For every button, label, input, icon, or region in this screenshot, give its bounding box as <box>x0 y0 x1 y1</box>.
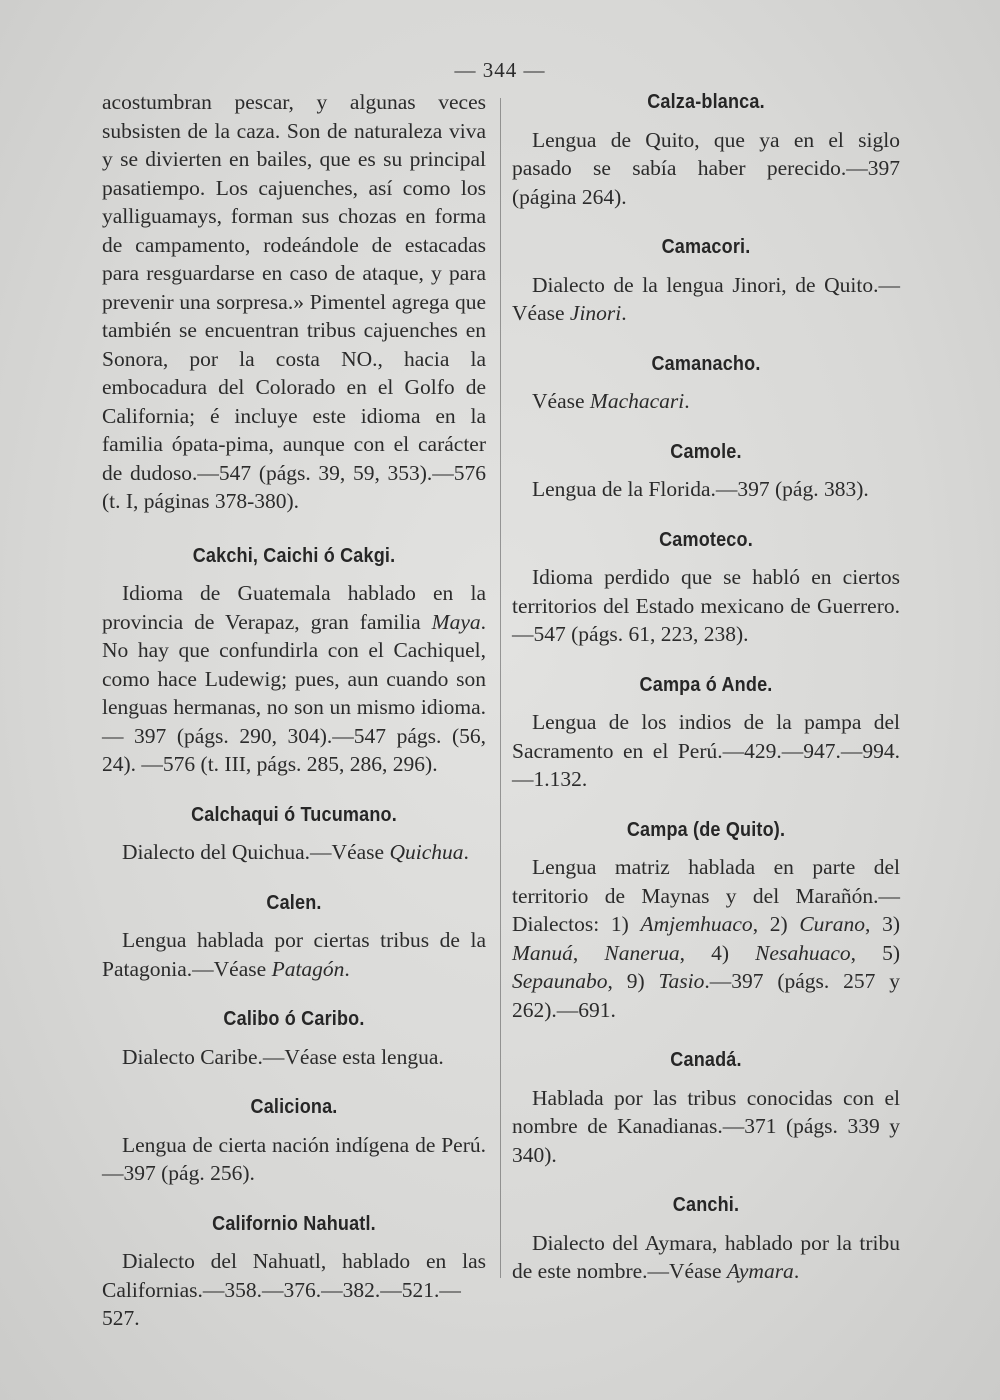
entry-reference: Jinori <box>569 301 622 325</box>
left-column <box>102 88 486 1333</box>
dialect-name: Sepaunabo <box>512 969 608 993</box>
dictionary-entry <box>512 1191 900 1286</box>
page-number: — 344 — <box>454 58 546 82</box>
entry-heading: Camole. <box>670 439 742 463</box>
entry-text: Lengua de cierta nación indígena de Perú.—397 (pág. 256). <box>102 1132 486 1185</box>
entry-text: Dialecto del Nahuatl, hablado en las Californias.—358.—376.—382.—521.—527. <box>102 1249 486 1330</box>
entry-reference: Quichua <box>389 840 464 864</box>
entry-text: Hablada por las tribus conocidas con el nombre de Kanadianas.—371 (págs. 339 y 340). <box>512 1085 900 1167</box>
entry-heading: Caliciona. <box>250 1095 338 1118</box>
continuation-paragraph: acostumbran pescar, y algunas veces subsisten de la caza. Son de naturaleza viva y se divierten en bailes, que es su principal pasatiempo. Los cajuenches, así como los yalliguamays, forman sus chozas en forma de campamento, rodeándole de estacadas para resguardarse en caso de ataque, y para prevenir una sorpresa.» Pimentel agrega que también se encuentran tribus cajuenches en Sonora, por la costa NO., hacia la embocadura del Colorado en el Golfo de California; é incluye este idioma en la familia ópata-pima, aunque con el carácter de dudoso.—547 (págs. 39, 59, 353).—576 (t. I, páginas 378-380). <box>102 90 486 513</box>
dictionary-entry <box>102 1005 486 1071</box>
dialect-name: Manuá <box>512 940 573 965</box>
entry-text: Dialecto del Aymara, hablado por la tribu de este nombre.—Véase Aymara. <box>512 1230 900 1283</box>
column-divider <box>500 98 501 1278</box>
entry-heading: Canchi. <box>672 1193 740 1216</box>
entry-text: Lengua matriz hablada en parte del territorio de Maynas y del Marañón.—Dialectos: 1) Amjemhuaco, 2) Curano, 3) Manuá, Nanerua, 4) Nesahuaco, 5) Sepaunabo, 9) Tasio.—397 (págs. 257 y 262).—691. <box>512 855 900 1022</box>
entry-heading: Camanacho. <box>651 351 761 375</box>
entry-reference: Maya <box>431 609 481 634</box>
entry-heading: Calchaqui ó Tucumano. <box>191 802 397 826</box>
entry-text: Lengua de la Florida.—397 (pág. 383). <box>532 477 869 501</box>
dictionary-entry <box>102 1210 486 1333</box>
dictionary-entry <box>512 816 900 1025</box>
entry-text: Dialecto del Quichua.—Véase Quichua. <box>122 840 469 864</box>
dictionary-entry <box>102 889 486 984</box>
entry-heading: Calen. <box>266 890 322 914</box>
dictionary-entry <box>512 350 900 416</box>
entry-text: Idioma perdido que se habló en ciertos territorios del Estado mexicano de Guerrero.—547 (págs. 61, 223, 238). <box>512 565 900 646</box>
entry-text: Lengua de Quito, que ya en el siglo pasado se sabía haber perecido.—397 (página 264). <box>512 127 900 209</box>
entry-heading: Cakchi, Caichi ó Cakgi. <box>192 543 396 567</box>
entry-heading: Californio Nahuatl. <box>212 1211 376 1235</box>
dictionary-entry <box>102 801 486 867</box>
dictionary-entry <box>512 671 900 794</box>
dictionary-entry <box>512 88 900 211</box>
entry-reference: Machacari <box>589 389 685 413</box>
entry-text: Dialecto de la lengua Jinori, de Quito.— Véase Jinori. <box>512 272 900 325</box>
entry-text: Dialecto Caribe.—Véase esta lengua. <box>122 1044 444 1069</box>
dictionary-entry <box>102 542 486 779</box>
entry-text: Lengua hablada por ciertas tribus de la Patagonia.—Véase Patagón. <box>102 928 486 981</box>
dialect-name: Amjemhuaco <box>640 912 753 936</box>
dictionary-entry <box>102 1093 486 1188</box>
dictionary-entry <box>512 1046 900 1169</box>
entry-heading: Calibo ó Caribo. <box>223 1007 365 1030</box>
dictionary-entry <box>512 526 900 649</box>
dialect-name: Nesahuaco <box>755 940 851 965</box>
entry-reference: Aymara <box>726 1259 794 1283</box>
entry-heading: Campa (de Quito). <box>626 817 786 841</box>
entry-text: Véase Machacari. <box>532 389 690 413</box>
dialect-name: Tasio <box>658 969 705 993</box>
entry-text: Lengua de los indios de la pampa del Sacramento en el Perú.—429.—947.—994. —1.132. <box>512 710 900 791</box>
dialect-name: Curano <box>799 912 866 936</box>
dictionary-entry <box>512 233 900 328</box>
entry-heading: Campa ó Ande. <box>639 672 773 696</box>
entry-text: Idioma de Guatemala hablado en la provincia de Verapaz, gran familia Maya. No hay que confundirla con el Cachiquel, como hace Ludewig; pues, aun cuando son lenguas hermanas, no son un mismo idioma.— 397 (págs. 290, 304).—547 págs. (56, 24). —576 (t. III, págs. 285, 286, 296). <box>102 581 486 776</box>
entry-reference: Patagón <box>271 956 345 981</box>
entry-heading: Canadá. <box>670 1048 742 1071</box>
dictionary-entry <box>512 438 900 504</box>
entry-heading: Calza-blanca. <box>647 90 765 113</box>
right-column <box>512 88 900 1286</box>
entry-heading: Camoteco. <box>659 527 753 551</box>
dialect-name: Nanerua <box>604 940 680 965</box>
entry-heading: Camacori. <box>661 235 751 258</box>
